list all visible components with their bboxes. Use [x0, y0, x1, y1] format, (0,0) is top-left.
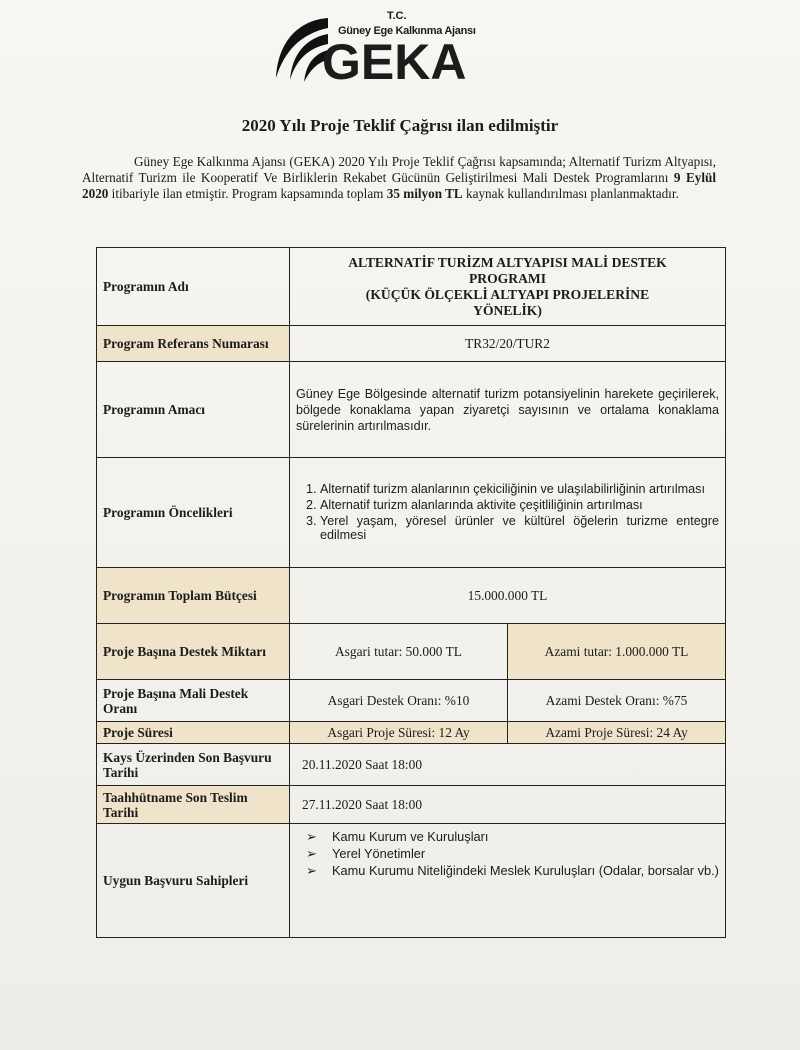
logo-agency-name: Güney Ege Kalkınma Ajansı	[338, 25, 476, 37]
value-priorities	[290, 458, 726, 568]
intro-amount: 35 milyon TL	[386, 186, 463, 201]
table-row	[97, 362, 726, 458]
value-program-name	[290, 248, 726, 326]
program-name-line: PROGRAMI	[468, 270, 547, 286]
table-row	[97, 824, 726, 938]
label-budget: Programın Toplam Bütçesi	[97, 568, 290, 624]
list-item-text: Yerel Yönetimler	[332, 846, 426, 861]
value-duration-min: Asgari Proje Süresi: 12 Ay	[290, 722, 508, 744]
geka-logo	[270, 8, 476, 90]
arrow-bullet-icon: ➢	[306, 863, 317, 878]
table-row	[97, 624, 726, 680]
intro-text-2: itibariyle ilan etmiştir. Program kapsamında toplam	[108, 186, 387, 201]
value-reference: TR32/20/TUR2	[290, 326, 726, 362]
table-row	[97, 786, 726, 824]
table-row	[97, 680, 726, 722]
label-reference: Program Referans Numarası	[97, 326, 290, 362]
program-name-line: ALTERNATİF TURİZM ALTYAPISI MALİ DESTEK	[348, 254, 667, 270]
label-duration: Proje Süresi	[97, 722, 290, 744]
label-program-name: Programın Adı	[97, 248, 290, 326]
intro-paragraph	[82, 154, 716, 202]
table-row	[97, 326, 726, 362]
value-applicants	[290, 824, 726, 938]
label-commitment: Taahhütname Son Teslim Tarihi	[97, 786, 290, 824]
arrow-bullet-icon: ➢	[306, 846, 317, 861]
label-applicants: Uygun Başvuru Sahipleri	[97, 824, 290, 938]
priorities-list	[296, 482, 719, 542]
value-support-min: Asgari tutar: 50.000 TL	[290, 624, 508, 680]
list-item-text: Kamu Kurum ve Kuruluşları	[332, 829, 489, 844]
label-priorities: Programın Öncelikleri	[97, 458, 290, 568]
value-budget: 15.000.000 TL	[290, 568, 726, 624]
value-support-max: Azami tutar: 1.000.000 TL	[508, 624, 726, 680]
arrow-bullet-icon: ➢	[306, 829, 317, 844]
label-support-amount: Proje Başına Destek Miktarı	[97, 624, 290, 680]
table-row	[97, 744, 726, 786]
applicants-list	[296, 828, 719, 879]
list-item	[306, 862, 719, 879]
value-rate-max: Azami Destek Oranı: %75	[508, 680, 726, 722]
list-item: 1. Alternatif turizm alanlarının çekiciliğinin ve ulaşılabilirliğinin artırılması	[320, 482, 719, 496]
value-duration-max: Azami Proje Süresi: 24 Ay	[508, 722, 726, 744]
table-row	[97, 248, 726, 326]
table-row	[97, 458, 726, 568]
logo-wordmark: GEKA	[322, 34, 467, 90]
swoosh-icon	[270, 14, 330, 90]
intro-date: 9 Eylül 2020	[82, 170, 716, 201]
program-table	[96, 247, 726, 938]
list-item: 2. Alternatif turizm alanlarında aktivite çeşitliliğinin artırılması	[320, 498, 719, 512]
table-row	[97, 568, 726, 624]
label-deadline: Kays Üzerinden Son Başvuru Tarihi	[97, 744, 290, 786]
value-purpose: Güney Ege Bölgesinde alternatif turizm potansiyelinin harekete geçirilerek, bölgede konaklama yapan ziyaretçi sayısının ve ortalama konaklama sürelerinin artırılmasıdır.	[290, 362, 726, 458]
list-item	[306, 828, 719, 845]
program-name-line: YÖNELİK)	[473, 302, 542, 318]
value-commitment: 27.11.2020 Saat 18:00	[290, 786, 726, 824]
list-item	[306, 845, 719, 862]
list-item-text: Kamu Kurumu Niteliğindeki Meslek Kuruluşları (Odalar, borsalar vb.)	[332, 863, 719, 878]
intro-text-3: kaynak kullandırılması planlanmaktadır.	[462, 186, 679, 201]
label-support-rate: Proje Başına Mali Destek Oranı	[97, 680, 290, 722]
page-title: 2020 Yılı Proje Teklif Çağrısı ilan edilmiştir	[241, 116, 559, 135]
list-item: 3. Yerel yaşam, yöresel ürünler ve kültürel öğelerin turizme entegre edilmesi	[320, 514, 719, 542]
program-name-line: (KÜÇÜK ÖLÇEKLİ ALTYAPI PROJELERİNE	[365, 286, 650, 302]
value-deadline: 20.11.2020 Saat 18:00	[290, 744, 726, 786]
value-rate-min: Asgari Destek Oranı: %10	[290, 680, 508, 722]
label-purpose: Programın Amacı	[97, 362, 290, 458]
logo-tc: T.C.	[387, 10, 407, 22]
table-row	[97, 722, 726, 744]
intro-text-1: Güney Ege Kalkınma Ajansı (GEKA) 2020 Yılı Proje Teklif Çağrısı kapsamında; Alternatif Turizm Altyapısı, Alternatif Turizm ile Kooperatif Ve Birliklerin Rekabet Gücünün Geliştirilmesi Mali Destek Programlarını	[82, 154, 716, 185]
